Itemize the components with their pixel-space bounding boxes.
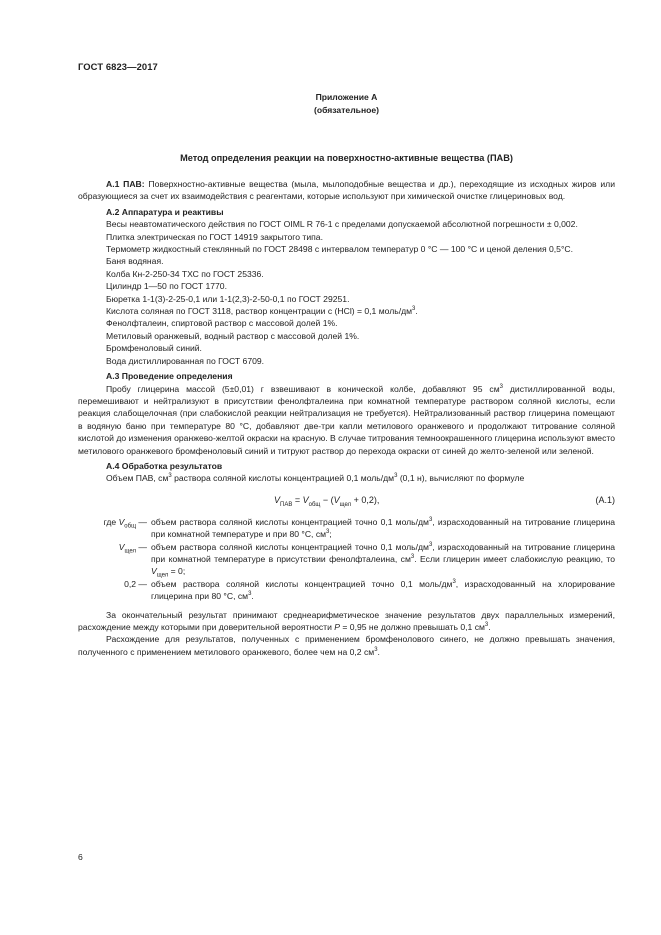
a2-item: Цилиндр 1—50 по ГОСТ 1770. [106,281,227,292]
symbol-v: V [118,516,125,527]
a4-intro-1: Объем ПАВ, см [106,473,169,484]
a2-item: Метиловый оранжевый, водный раствор с массовой долей 1%. [106,330,360,341]
a4-intro-3: (0,1 н), вычисляют по формуле [397,473,525,484]
a4-intro-sup1: 3 [168,473,172,480]
def-sup: 3 [428,516,433,523]
standard-header: ГОСТ 6823—2017 [78,61,158,72]
section-a4-heading: А.4 Обработка результатов [106,460,223,471]
a4-intro-sup2: 3 [394,473,398,480]
formula-v: V [274,494,281,505]
a2-item: Термометр жидкостный стеклянный по ГОСТ 28498 с интервалом температур 0 °С — 100 °С и ценой деления 0,5°С. [106,244,573,255]
symbol-sub: общ [124,523,137,530]
formula-v: V [333,494,340,505]
final-text-2: = 0,95 не должно превышать 0,1 см [340,622,485,632]
symbol-v: V [151,566,157,577]
formula-expression [274,494,379,506]
definition-symbol [68,541,151,578]
a3-text-pre: Пробу глицерина массой (5±0,01) г взвешивают в конической колбе, добавляют 95 см [106,383,500,394]
diff-text-1: Расхождение для результатов, полученных с применением бромфенолового синего, не должно превышать значения, полученного с применением метилового оранжевого, более чем на 0,2 см [78,634,615,657]
definition-row [78,541,615,578]
section-a3-heading: А.3 Проведение определения [106,371,233,382]
a4-intro-2: раствора соляной кислоты концентрацией 0,1 моль/дм [171,473,395,484]
definition-dash: — [138,516,147,527]
a3-sup: 3 [499,383,503,390]
a1-lead: А.1 ПАВ: [106,179,145,189]
discrepancy-text [78,633,615,658]
section-a1 [78,178,615,203]
a2-item: Колба Кн-2-250-34 ТХС по ГОСТ 25336. [106,268,264,279]
a2-item: Баня водяная. [106,256,164,267]
definition-symbol [68,516,151,541]
def-text-pre: объем раствора соляной кислоты концентрацией точно 0,1 моль/дм [151,578,453,589]
definition-text [151,516,615,541]
a1-text: Поверхностно-активные вещества (мыла, мылоподобные вещества и др.), переходящие из исходных жиров или образующиеся за счет их взаимодействия с реагентами, которые используют при химической очистке глицериновых вод. [78,179,616,202]
a2-item-acid [78,305,615,317]
formula-v: V [302,494,309,505]
def-text-mid: , израсходованный на титрование глицерина при комнатной температуре в присутствии фенолфталеина, см [151,541,615,564]
diff-sup: 3 [374,646,378,653]
def-tail: = 0; [168,566,186,577]
def-text-pre: объем раствора соляной кислоты концентрацией точно 0,1 моль/дм [151,541,429,552]
a3-text-post: дистиллированной воды, перемешивают и нейтрализуют в присутствии фенолфталеина при комнатной температуре раствором соляной кислоты, если реакция слабощелочная (при слабокислой реакции нейтрализация не требуется). Нейтрализованный раствор глицерина помещают в водяную баню при температуре 80 °С, добавляют две-три капли метилового оранжевого и продолжают титрование соляной кислотой до изменения оранжево-желтой окраски на красную. В случае титрования темноокрашенного глицерина используют вместо метилового оранжевого бромфеноловый синий и титруют раствор до перехода окраски от синей до желто-зеленой или зеленой. [78,383,615,456]
a2-item: Весы неавтоматического действия по ГОСТ OIML R 76-1 с пределами допускаемой абсолютной погрешности ± 0,002. [106,219,578,230]
def-text-post: . [251,591,254,602]
symbol-sub: щел [156,573,169,580]
a2-item: Бюретка 1-1(3)-2-25-0,1 или 1-1(2,3)-2-50-0,1 по ГОСТ 29251. [106,293,350,304]
appendix-block [78,91,615,116]
def-text-mid: , израсходованный на хлорирование глицерина при 80 °С, см [151,578,615,602]
final-result-text [78,609,615,634]
a2-item: Фенолфталеин, спиртовой раствор с массовой долей 1%. [106,318,338,329]
page-title: Метод определения реакции на поверхностно-активные вещества (ПАВ) [180,153,513,163]
formula-a1 [78,488,615,514]
a3-text [78,383,615,457]
formula-sub-pav: ПАВ [280,501,293,508]
def-sup: 3 [428,541,433,548]
section-a2-heading: А.2 Аппаратура и реактивы [106,206,224,217]
definition-dash: — [138,578,147,589]
formula-eq: = [292,494,303,505]
definition-row [78,578,615,603]
acid-sup: 3 [412,306,416,313]
def-text-post: . Если глицерин имеет слабокислую реакцию, то [414,553,615,564]
definition-dash: — [138,541,147,552]
definition-symbol [68,578,151,603]
definition-row [78,516,615,541]
definition-text [151,541,615,578]
def-text-post: ; [329,529,332,540]
formula-tail: + 0,2), [351,494,380,505]
a2-item: Бромфеноловый синий. [106,343,202,354]
acid-text: Кислота соляная по ГОСТ 3118, раствор концентрации с (HCl) = 0,1 моль/дм [106,306,413,317]
a2-item: Вода дистиллированная по ГОСТ 6709. [106,355,265,366]
acid-post: . [415,306,418,317]
def-text-pre: объем раствора соляной кислоты концентрацией точно 0,1 моль/дм [151,516,429,527]
page-number: 6 [78,852,83,862]
formula-number: (А.1) [595,494,615,505]
def-sup: 3 [326,529,330,536]
final-p: Р [334,622,341,632]
final-sup: 3 [484,622,489,629]
formula-sub-obsh: общ [308,501,321,508]
symbol-sub: щел [124,548,137,555]
final-text-3: . [488,622,491,632]
formula-minus: − ( [320,494,334,505]
def-sup: 3 [410,554,415,561]
formula-sub-shch: щел [339,501,352,508]
appendix-label: Приложение А [315,92,378,102]
appendix-status: (обязательное) [313,104,380,115]
final-text-1: За окончательный результат принимают среднеарифметическое значение результатов двух параллельных измерений, расхождение между которыми при доверительной вероятности [78,609,615,632]
def-text-mid: , израсходованный на титрование глицерина при комнатной температуре и при 80 °С, см [151,516,615,540]
where-word: где [103,516,117,527]
variable-definitions [78,516,615,603]
definition-text [151,578,615,603]
symbol-const: 0,2 [124,578,137,589]
a4-intro [78,472,615,484]
a2-item: Плитка электрическая по ГОСТ 14919 закрытого типа. [106,231,323,242]
def-sup: 3 [452,578,456,585]
diff-text-2: . [377,646,380,657]
document-body [78,178,615,658]
def-sup: 3 [248,591,252,598]
symbol-v: V [118,541,125,552]
